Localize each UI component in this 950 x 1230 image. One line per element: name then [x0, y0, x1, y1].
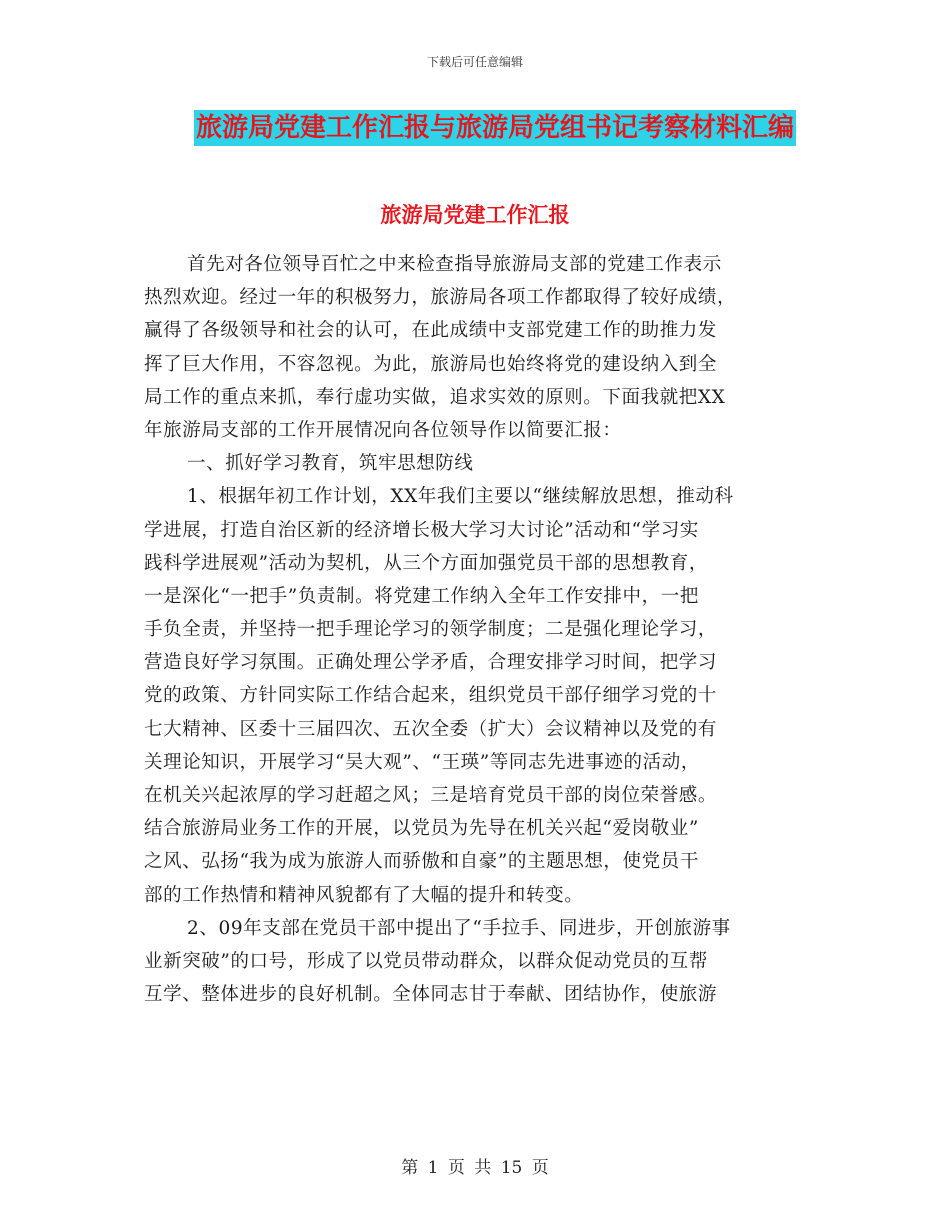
paragraph-line: 业新突破”的口号，形成了以党员带动群众，以群众促动党员的互帮	[144, 950, 708, 972]
paragraph-line: 首先对各位领导百忙之中来检查指导旅游局支部的党建工作表示	[187, 254, 722, 275]
paragraph-line: 2、09年支部在党员干部中提出了“手拉手、同进步，开创旅游事	[187, 917, 731, 939]
paragraph-line: 一是深化“一把手”负责制。将党建工作纳入全年工作安排中，一把	[144, 585, 699, 607]
body-text	[144, 248, 812, 1011]
paragraph-line: 挥了巨大作用，不容忽视。为此，旅游局也始终将党的建设纳入到全	[144, 353, 718, 375]
paragraph-line: 互学、整体进步的良好机制。全体同志甘于奉献、团结协作，使旅游	[144, 984, 718, 1006]
document-title: 旅游局党建工作汇报与旅游局党组书记考察材料汇编	[194, 110, 796, 146]
paragraph-line: 营造良好学习氛围。正确处理公学矛盾，合理安排学习时间，把学习	[144, 652, 718, 674]
subheading-line: 一、抓好学习教育，筑牢思想防线	[187, 453, 474, 475]
paragraph-line: 赢得了各级领导和社会的认可，在此成绩中支部党建工作的助推力发	[144, 320, 718, 342]
paragraph-line: 部的工作热情和精神风貌都有了大幅的提升和转变。	[144, 884, 584, 906]
paragraph-line: 年旅游局支部的工作开展情况向各位领导作以简要汇报：	[144, 419, 622, 441]
paragraph-line: 党的政策、方针同实际工作结合起来，组织党员干部仔细学习党的十	[144, 685, 718, 707]
section-title: 旅游局党建工作汇报	[380, 203, 570, 227]
paragraph-line: 热烈欢迎。经过一年的积极努力，旅游局各项工作都取得了较好成绩，	[144, 287, 737, 309]
paragraph-line: 1、根据年初工作计划，XX年我们主要以“继续解放思想，推动科	[187, 486, 734, 508]
paragraph-line: 结合旅游局业务工作的开展，以党员为先导在机关兴起“爱岗敬业”	[144, 818, 699, 840]
paragraph-line: 手负全责，并坚持一把手理论学习的领学制度；二是强化理论学习，	[144, 619, 718, 641]
paragraph-line: 之风、弘扬“我为成为旅游人而骄傲和自豪”的主题思想，使党员干	[144, 851, 699, 873]
header-note: 下载后可任意编辑	[426, 55, 523, 69]
paragraph-line: 学进展，打造自治区新的经济增长极大学习大讨论”活动和“学习实	[144, 519, 699, 541]
paragraph-line: 在机关兴起浓厚的学习赶超之风；三是培育党员干部的岗位荣誉感。	[144, 785, 718, 806]
paragraph-line: 关理论知识，开展学习“吴大观”、“王瑛”等同志先进事迹的活动，	[144, 751, 700, 773]
paragraph-line: 局工作的重点来抓，奉行虚功实做，追求实效的原则。下面我就把XX	[144, 386, 726, 408]
paragraph-line: 七大精神、区委十三届四次、五次全委（扩大）会议精神以及党的有	[144, 718, 718, 740]
page-number: 第 1 页 共 15 页	[401, 1158, 549, 1178]
paragraph-line: 践科学进展观”活动为契机，从三个方面加强党员干部的思想教育，	[144, 552, 708, 574]
